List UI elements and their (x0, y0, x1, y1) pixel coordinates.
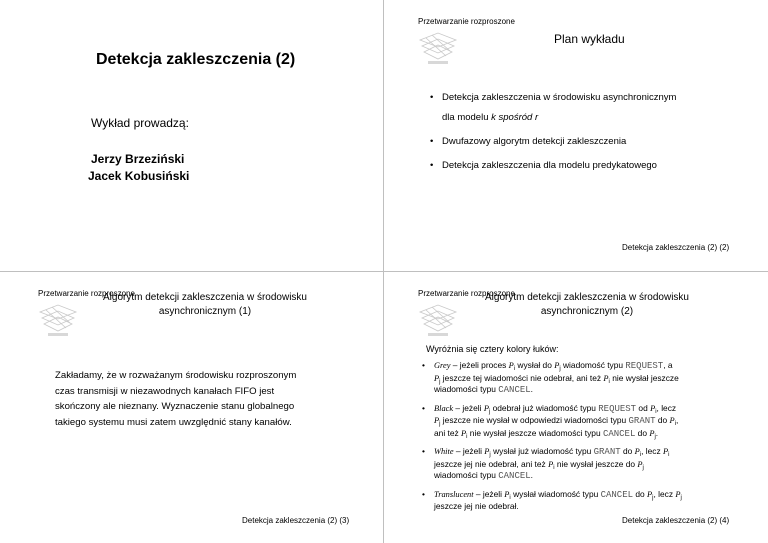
slide-footer: Detekcja zakleszczenia (2) (3) (242, 516, 350, 525)
slide-body: Zakładamy, że w rozważanym środowisku rozproszonym czas transmisji w niezawodnych kanałach FIFO jest skończony ale nieznany. Wyznaczenie stanu globalnego takiego systemu musi zatem uwzględnić stany kanałów. (55, 370, 297, 428)
bullet-black: • Black – jeżeli $P_j$ odebrał już wiadomość typu REQUEST od $P_i$, lecz $P_j$ jeszcze nie wysłał w odpowiedzi wiadomości typu GRANT do $P_i$, ani też $P_i$ nie wysłał jeszcze wiadomości typu CANCEL do $P_j$. (422, 403, 757, 441)
arc-color-list (422, 360, 757, 517)
slide-header: Przetwarzanie rozproszone (418, 289, 515, 298)
university-logo-icon (416, 30, 460, 68)
slide-3 (0, 272, 383, 543)
slide-header: Przetwarzanie rozproszone (38, 289, 135, 298)
bullet-item: • Dwufazowy algorytm detekcji zakleszczenia (430, 132, 760, 152)
lecture-title: Detekcja zakleszczenia (2) (96, 51, 296, 68)
slide-title: Algorytm detekcji zakleszczenia w środowisku asynchronicznym (1) (103, 292, 307, 317)
slide-title: Plan wykładu (554, 32, 625, 46)
slide-footer: Detekcja zakleszczenia (2) (2) (622, 243, 730, 252)
presenters-label: Wykład prowadzą: (91, 116, 189, 130)
presenter-name: Jerzy Brzeziński (91, 152, 185, 166)
slide-header: Przetwarzanie rozproszone (418, 17, 515, 26)
slide-2 (384, 0, 767, 271)
bullet-item: • Detekcja zakleszczenia dla modelu predykatowego (430, 156, 760, 176)
intro-text: Wyróżnia się cztery kolory łuków: (426, 344, 559, 354)
bullet-list (430, 88, 760, 180)
slide-1 (0, 0, 383, 271)
bullet-grey: • Grey – jeżeli proces $P_i$ wysłał do $P_j$ wiadomość typu REQUEST, a $P_j$ jeszcze tej wiadomości nie odebrał, ani też $P_i$ nie wysłał jeszcze wiadomości typu CANCEL. (422, 360, 757, 397)
bullet-item: • Detekcja zakleszczenia w środowisku asynchronicznym dla modelu k spośród r (430, 88, 760, 128)
presenter-name: Jacek Kobusiński (88, 169, 190, 183)
university-logo-icon (36, 302, 80, 340)
slide-4 (384, 272, 767, 543)
bullet-white: • White – jeżeli $P_j$ wysłał już wiadomość typu GRANT do $P_i$, lecz $P_i$ jeszcze jej nie odebrał, ani też $P_i$ nie wysłał jeszcze do $P_j$ wiadomości typu CANCEL. (422, 446, 757, 483)
slide-title: Algorytm detekcji zakleszczenia w środowisku asynchronicznym (2) (485, 292, 689, 317)
slide-footer: Detekcja zakleszczenia (2) (4) (622, 516, 730, 525)
bullet-translucent: • Translucent – jeżeli $P_i$ wysłał wiadomość typu CANCEL do $P_j$, lecz $P_j$ jeszcze jej nie odebrał. (422, 489, 757, 513)
university-logo-icon (416, 302, 460, 340)
